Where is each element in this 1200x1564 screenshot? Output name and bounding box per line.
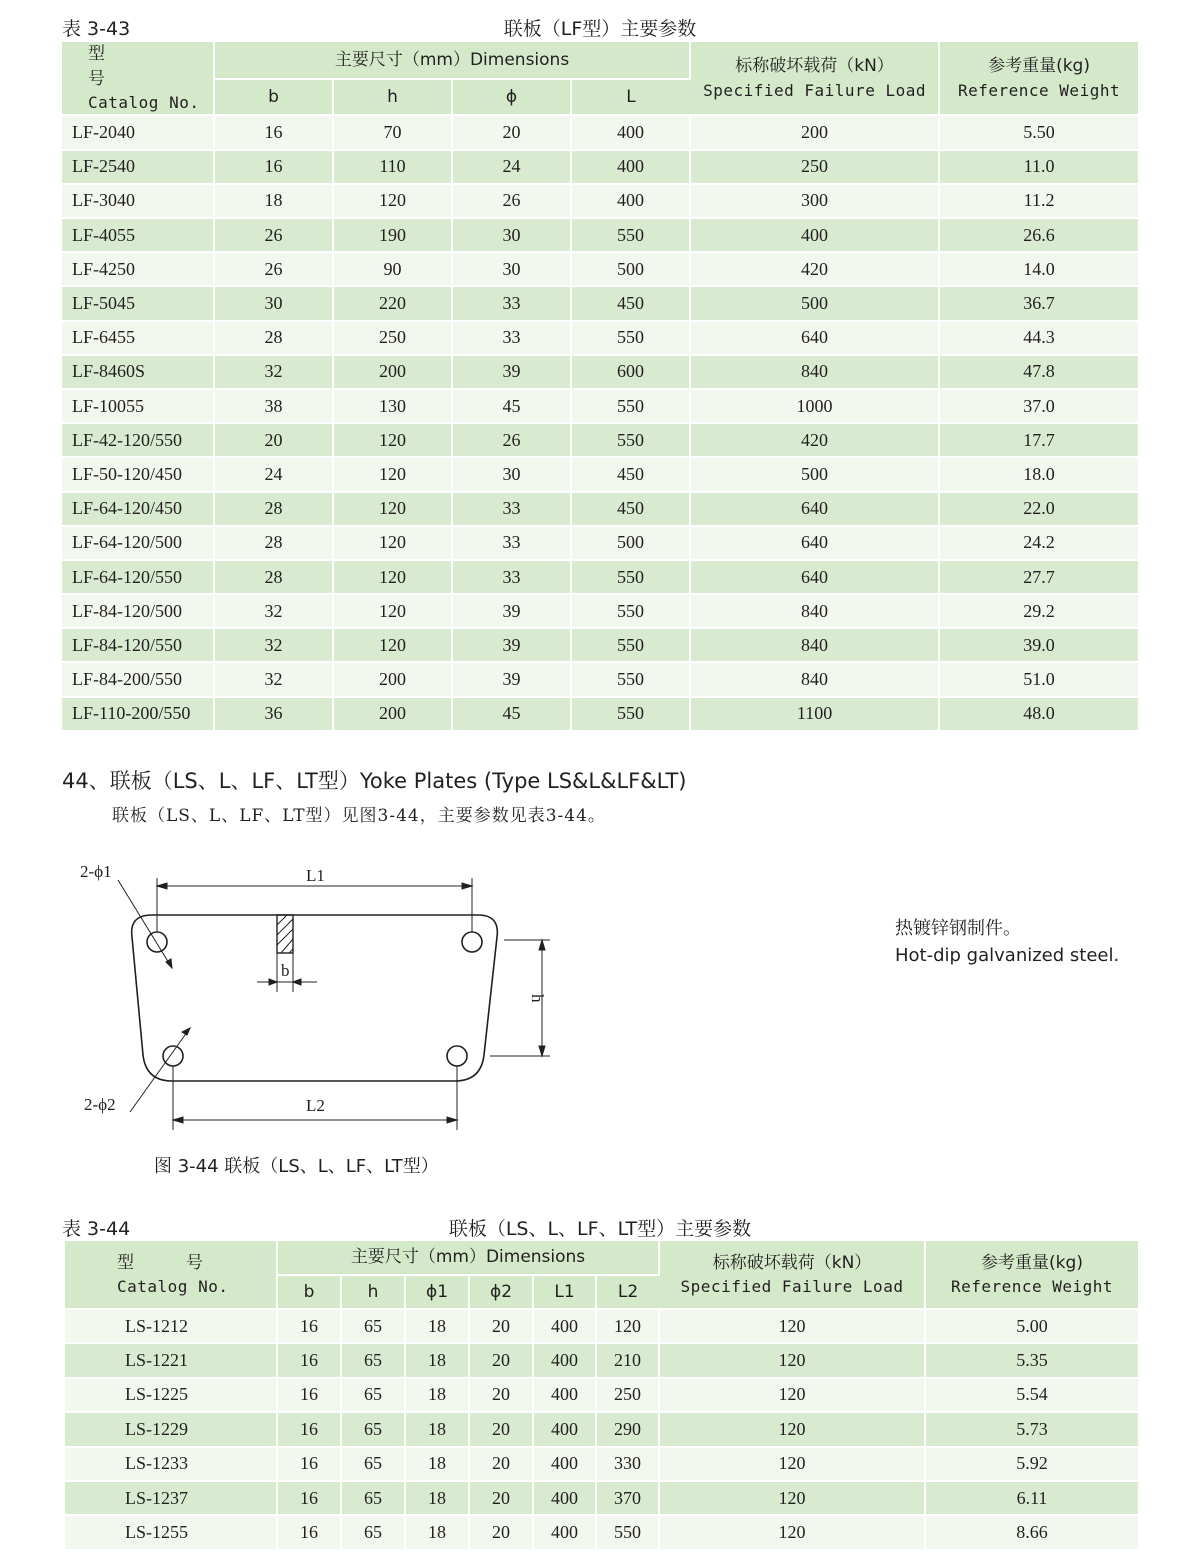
value-cell: 120 <box>333 560 452 594</box>
value-cell: 18 <box>405 1412 469 1446</box>
catalog-cell: LF-84-200/550 <box>62 662 214 696</box>
value-cell: 450 <box>571 457 690 491</box>
catalog-cell: LF-2040 <box>62 115 214 149</box>
value-cell: 400 <box>533 1447 596 1481</box>
value-cell: 24 <box>214 457 333 491</box>
catalog-cell: LS-1212 <box>65 1309 277 1343</box>
value-cell: 16 <box>277 1412 341 1446</box>
value-cell: 28 <box>214 321 333 355</box>
catalog-cell: LS-1233 <box>65 1447 277 1481</box>
value-cell: 51.0 <box>939 662 1138 696</box>
value-cell: 45 <box>452 389 571 423</box>
table-row <box>62 662 1138 696</box>
value-cell: 16 <box>277 1481 341 1515</box>
value-cell: 45 <box>452 697 571 731</box>
value-cell: 33 <box>452 286 571 320</box>
table-row <box>62 423 1138 457</box>
value-cell: 600 <box>571 355 690 389</box>
value-cell: 14.0 <box>939 252 1138 286</box>
load-header-en: Specified Failure Load <box>680 1277 904 1297</box>
value-cell: 110 <box>333 150 452 184</box>
catalog-cell: LF-50-120/450 <box>62 457 214 491</box>
value-cell: 16 <box>214 150 333 184</box>
value-cell: 39 <box>452 594 571 628</box>
value-cell: 120 <box>659 1412 925 1446</box>
value-cell: 840 <box>690 355 939 389</box>
table-43-caption <box>62 14 1138 44</box>
value-cell: 90 <box>333 252 452 286</box>
weight-header <box>939 42 1138 115</box>
value-cell: 26 <box>214 252 333 286</box>
figure-caption: 图 3-44 联板（LS、L、LF、LT型） <box>154 1156 439 1177</box>
catalog-cell: LF-42-120/550 <box>62 423 214 457</box>
value-cell: 550 <box>571 560 690 594</box>
value-cell: 18 <box>405 1378 469 1412</box>
dim-header-l1: L1 <box>533 1275 596 1309</box>
catalog-cell: LF-4055 <box>62 218 214 252</box>
value-cell: 65 <box>341 1378 405 1412</box>
value-cell: 120 <box>659 1481 925 1515</box>
value-cell: 16 <box>277 1378 341 1412</box>
value-cell: 18.0 <box>939 457 1138 491</box>
value-cell: 420 <box>690 252 939 286</box>
value-cell: 20 <box>469 1481 533 1515</box>
value-cell: 32 <box>214 662 333 696</box>
table-row <box>65 1515 1138 1549</box>
catalog-header-en: Catalog No. <box>88 93 200 113</box>
dim-header-phi1: ϕ1 <box>405 1275 469 1309</box>
table-44-number: 表 3-44 <box>62 1218 131 1240</box>
value-cell: 11.0 <box>939 150 1138 184</box>
value-cell: 28 <box>214 492 333 526</box>
value-cell: 640 <box>690 492 939 526</box>
table-44 <box>65 1241 1138 1551</box>
value-cell: 32 <box>214 628 333 662</box>
hole-bottom-right <box>447 1046 467 1066</box>
table-row <box>62 286 1138 320</box>
value-cell: 550 <box>571 321 690 355</box>
catalog-header-en: Catalog No. <box>117 1277 229 1297</box>
value-cell: 640 <box>690 526 939 560</box>
value-cell: 200 <box>333 355 452 389</box>
weight-header-zh: 参考重量(kg) <box>981 1252 1083 1273</box>
value-cell: 65 <box>341 1481 405 1515</box>
value-cell: 120 <box>333 594 452 628</box>
table-row <box>62 389 1138 423</box>
value-cell: 20 <box>469 1412 533 1446</box>
value-cell: 120 <box>596 1309 659 1343</box>
value-cell: 120 <box>659 1378 925 1412</box>
value-cell: 37.0 <box>939 389 1138 423</box>
value-cell: 5.35 <box>925 1343 1138 1377</box>
value-cell: 400 <box>533 1378 596 1412</box>
dimensions-header <box>214 42 690 79</box>
value-cell: 220 <box>333 286 452 320</box>
value-cell: 550 <box>571 662 690 696</box>
value-cell: 200 <box>333 662 452 696</box>
value-cell: 16 <box>277 1515 341 1549</box>
table-43 <box>62 42 1138 732</box>
weight-header-en: Reference Weight <box>950 1277 1114 1297</box>
value-cell: 27.7 <box>939 560 1138 594</box>
catalog-header <box>65 1241 277 1309</box>
value-cell: 39 <box>452 355 571 389</box>
load-header <box>690 42 939 115</box>
value-cell: 400 <box>690 218 939 252</box>
dimensions-header <box>277 1241 659 1275</box>
l1-label: L1 <box>306 866 325 885</box>
value-cell: 26 <box>452 423 571 457</box>
value-cell: 6.11 <box>925 1481 1138 1515</box>
value-cell: 400 <box>571 115 690 149</box>
hole-top-left <box>147 932 167 952</box>
value-cell: 33 <box>452 526 571 560</box>
table-row <box>65 1378 1138 1412</box>
catalog-cell: LS-1255 <box>65 1515 277 1549</box>
value-cell: 120 <box>333 184 452 218</box>
value-cell: 24.2 <box>939 526 1138 560</box>
table-row <box>62 457 1138 491</box>
value-cell: 20 <box>214 423 333 457</box>
value-cell: 400 <box>533 1515 596 1549</box>
value-cell: 400 <box>571 150 690 184</box>
value-cell: 120 <box>659 1447 925 1481</box>
value-cell: 16 <box>277 1309 341 1343</box>
l1-dimension <box>157 878 472 932</box>
table-43-title: 联板（LF型）主要参数 <box>503 18 697 40</box>
dim-header-phi2: ϕ2 <box>469 1275 533 1309</box>
value-cell: 1100 <box>690 697 939 731</box>
value-cell: 20 <box>469 1515 533 1549</box>
table-43-body <box>62 115 1138 730</box>
load-header-zh: 标称破坏载荷（kN） <box>712 1252 872 1273</box>
value-cell: 30 <box>452 218 571 252</box>
value-cell: 65 <box>341 1447 405 1481</box>
catalog-cell: LS-1221 <box>65 1343 277 1377</box>
value-cell: 36 <box>214 697 333 731</box>
table-row <box>62 321 1138 355</box>
dim-header-h: h <box>333 79 452 116</box>
value-cell: 70 <box>333 115 452 149</box>
value-cell: 120 <box>333 526 452 560</box>
value-cell: 47.8 <box>939 355 1138 389</box>
table-row <box>62 150 1138 184</box>
value-cell: 16 <box>277 1447 341 1481</box>
value-cell: 65 <box>341 1515 405 1549</box>
value-cell: 400 <box>571 184 690 218</box>
table-row <box>62 252 1138 286</box>
value-cell: 30 <box>452 457 571 491</box>
catalog-cell: LS-1229 <box>65 1412 277 1446</box>
catalog-cell: LF-3040 <box>62 184 214 218</box>
load-header <box>659 1241 925 1309</box>
section-title: 44、联板（LS、L、LF、LT型）Yoke Plates (Type LS&L&LF&LT) <box>62 769 687 793</box>
catalog-cell: LF-5045 <box>62 286 214 320</box>
value-cell: 5.54 <box>925 1378 1138 1412</box>
value-cell: 210 <box>596 1343 659 1377</box>
value-cell: 30 <box>452 252 571 286</box>
value-cell: 39 <box>452 662 571 696</box>
value-cell: 5.50 <box>939 115 1138 149</box>
table-row <box>65 1481 1138 1515</box>
value-cell: 65 <box>341 1343 405 1377</box>
value-cell: 18 <box>405 1481 469 1515</box>
value-cell: 500 <box>690 457 939 491</box>
value-cell: 18 <box>405 1515 469 1549</box>
table-row <box>62 184 1138 218</box>
value-cell: 38 <box>214 389 333 423</box>
value-cell: 26 <box>214 218 333 252</box>
catalog-header-zh: 型号 <box>88 44 157 89</box>
table-row <box>65 1309 1138 1343</box>
catalog-cell: LF-110-200/550 <box>62 697 214 731</box>
value-cell: 18 <box>405 1447 469 1481</box>
catalog-header-zh: 型号 <box>117 1252 255 1273</box>
catalog-cell: LF-64-120/500 <box>62 526 214 560</box>
catalog-cell: LF-64-120/550 <box>62 560 214 594</box>
thickness-section <box>277 915 293 953</box>
material-note-zh: 热镀锌钢制件。 <box>895 918 1021 939</box>
table-row <box>62 492 1138 526</box>
dimensions-header-text: 主要尺寸（mm）Dimensions <box>350 1247 586 1268</box>
table-43-number: 表 3-43 <box>62 18 131 40</box>
catalog-cell: LF-4250 <box>62 252 214 286</box>
value-cell: 26.6 <box>939 218 1138 252</box>
value-cell: 500 <box>571 252 690 286</box>
value-cell: 28 <box>214 560 333 594</box>
value-cell: 190 <box>333 218 452 252</box>
hole-top-right <box>462 932 482 952</box>
catalog-cell: LS-1237 <box>65 1481 277 1515</box>
value-cell: 39.0 <box>939 628 1138 662</box>
table-row <box>65 1447 1138 1481</box>
section-description: 联板（LS、L、LF、LT型）见图3-44，主要参数见表3-44。 <box>112 806 606 826</box>
dim-header-l: L <box>571 79 690 116</box>
b-label: b <box>281 961 290 980</box>
value-cell: 500 <box>690 286 939 320</box>
table-row <box>62 355 1138 389</box>
value-cell: 48.0 <box>939 697 1138 731</box>
catalog-header <box>62 42 214 115</box>
value-cell: 330 <box>596 1447 659 1481</box>
value-cell: 16 <box>277 1343 341 1377</box>
plate-outline <box>132 915 498 1081</box>
table-44-caption <box>62 1214 1138 1244</box>
value-cell: 5.73 <box>925 1412 1138 1446</box>
value-cell: 29.2 <box>939 594 1138 628</box>
weight-header <box>925 1241 1138 1309</box>
value-cell: 11.2 <box>939 184 1138 218</box>
l2-label: L2 <box>306 1096 325 1115</box>
value-cell: 500 <box>571 526 690 560</box>
table-row <box>62 628 1138 662</box>
value-cell: 120 <box>659 1343 925 1377</box>
value-cell: 550 <box>571 628 690 662</box>
value-cell: 400 <box>533 1343 596 1377</box>
dim-header-l2: L2 <box>596 1275 659 1309</box>
value-cell: 8.66 <box>925 1515 1138 1549</box>
dim-header-phi: ϕ <box>452 79 571 116</box>
value-cell: 120 <box>333 492 452 526</box>
value-cell: 450 <box>571 492 690 526</box>
value-cell: 840 <box>690 628 939 662</box>
table-row <box>62 594 1138 628</box>
catalog-cell: LF-8460S <box>62 355 214 389</box>
value-cell: 550 <box>571 423 690 457</box>
value-cell: 22.0 <box>939 492 1138 526</box>
value-cell: 300 <box>690 184 939 218</box>
table-row <box>62 697 1138 731</box>
value-cell: 550 <box>571 697 690 731</box>
value-cell: 65 <box>341 1309 405 1343</box>
table-44-title: 联板（LS、L、LF、LT型）主要参数 <box>448 1218 752 1240</box>
table-44-body <box>65 1309 1138 1550</box>
load-header-en: Specified Failure Load <box>703 80 926 100</box>
catalog-cell: LF-64-120/450 <box>62 492 214 526</box>
value-cell: 20 <box>469 1378 533 1412</box>
table-row <box>65 1343 1138 1377</box>
dim-header-b: b <box>277 1275 341 1309</box>
value-cell: 24 <box>452 150 571 184</box>
value-cell: 1000 <box>690 389 939 423</box>
weight-header-zh: 参考重量(kg) <box>988 56 1090 77</box>
value-cell: 16 <box>214 115 333 149</box>
yoke-plate-drawing <box>0 850 600 1140</box>
catalog-cell: LS-1225 <box>65 1378 277 1412</box>
value-cell: 17.7 <box>939 423 1138 457</box>
dimensions-header-text: 主要尺寸（mm）Dimensions <box>334 49 570 70</box>
value-cell: 28 <box>214 526 333 560</box>
h-label: h <box>528 994 547 1003</box>
table-row <box>62 560 1138 594</box>
value-cell: 18 <box>214 184 333 218</box>
value-cell: 120 <box>333 457 452 491</box>
value-cell: 30 <box>214 286 333 320</box>
value-cell: 400 <box>533 1309 596 1343</box>
value-cell: 120 <box>333 628 452 662</box>
table-row <box>62 526 1138 560</box>
value-cell: 39 <box>452 628 571 662</box>
catalog-cell: LF-2540 <box>62 150 214 184</box>
hole2-label: 2-ϕ2 <box>84 1095 116 1114</box>
table-row <box>62 115 1138 149</box>
value-cell: 200 <box>333 697 452 731</box>
value-cell: 400 <box>533 1412 596 1446</box>
value-cell: 26 <box>452 184 571 218</box>
catalog-cell: LF-10055 <box>62 389 214 423</box>
value-cell: 840 <box>690 662 939 696</box>
value-cell: 5.92 <box>925 1447 1138 1481</box>
value-cell: 20 <box>452 115 571 149</box>
value-cell: 250 <box>333 321 452 355</box>
load-header-zh: 标称破坏载荷（kN） <box>735 56 894 77</box>
value-cell: 32 <box>214 594 333 628</box>
table-row <box>62 218 1138 252</box>
value-cell: 32 <box>214 355 333 389</box>
value-cell: 640 <box>690 560 939 594</box>
value-cell: 44.3 <box>939 321 1138 355</box>
value-cell: 450 <box>571 286 690 320</box>
table-row <box>65 1412 1138 1446</box>
value-cell: 120 <box>659 1309 925 1343</box>
hole1-label: 2-ϕ1 <box>80 862 112 881</box>
dim-header-b: b <box>214 79 333 116</box>
value-cell: 290 <box>596 1412 659 1446</box>
value-cell: 200 <box>690 115 939 149</box>
catalog-cell: LF-84-120/550 <box>62 628 214 662</box>
value-cell: 840 <box>690 594 939 628</box>
weight-header-en: Reference Weight <box>957 80 1121 100</box>
value-cell: 640 <box>690 321 939 355</box>
value-cell: 33 <box>452 560 571 594</box>
value-cell: 33 <box>452 492 571 526</box>
value-cell: 20 <box>469 1343 533 1377</box>
value-cell: 550 <box>596 1515 659 1549</box>
value-cell: 400 <box>533 1481 596 1515</box>
value-cell: 550 <box>571 594 690 628</box>
value-cell: 250 <box>690 150 939 184</box>
value-cell: 5.00 <box>925 1309 1138 1343</box>
value-cell: 550 <box>571 389 690 423</box>
catalog-cell: LF-6455 <box>62 321 214 355</box>
material-note-en: Hot-dip galvanized steel. <box>895 945 1120 966</box>
value-cell: 20 <box>469 1447 533 1481</box>
catalog-cell: LF-84-120/500 <box>62 594 214 628</box>
value-cell: 120 <box>659 1515 925 1549</box>
value-cell: 18 <box>405 1309 469 1343</box>
hole-bottom-left <box>163 1046 183 1066</box>
value-cell: 65 <box>341 1412 405 1446</box>
value-cell: 20 <box>469 1309 533 1343</box>
value-cell: 550 <box>571 218 690 252</box>
value-cell: 130 <box>333 389 452 423</box>
value-cell: 250 <box>596 1378 659 1412</box>
value-cell: 420 <box>690 423 939 457</box>
dim-header-h: h <box>341 1275 405 1309</box>
value-cell: 36.7 <box>939 286 1138 320</box>
value-cell: 120 <box>333 423 452 457</box>
value-cell: 33 <box>452 321 571 355</box>
value-cell: 370 <box>596 1481 659 1515</box>
value-cell: 18 <box>405 1343 469 1377</box>
